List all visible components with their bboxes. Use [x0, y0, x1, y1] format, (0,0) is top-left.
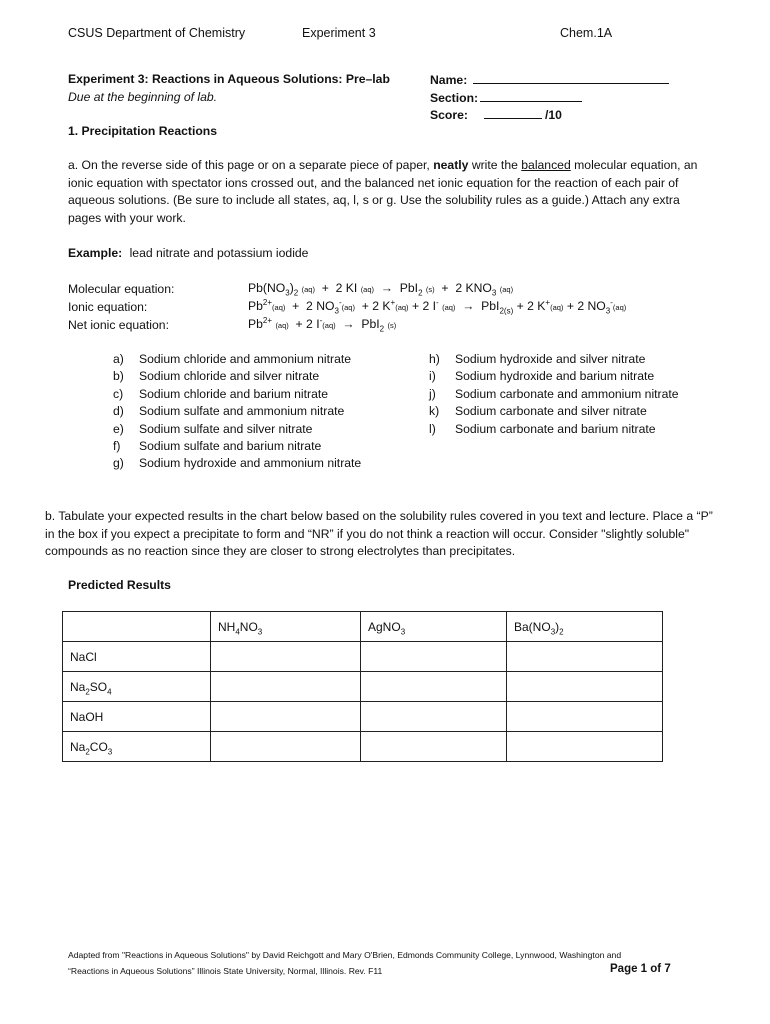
result-cell[interactable] — [507, 702, 663, 732]
page-title: Experiment 3: Reactions in Aqueous Solutions: Pre–lab — [68, 72, 390, 86]
score-total: /10 — [544, 108, 562, 122]
name-field — [430, 72, 669, 87]
column-header-nh4no3: $NH_4NO_3$ — [211, 612, 361, 642]
list-item-text: Sodium hydroxide and barium nitrate — [455, 369, 655, 384]
example-text: lead nitrate and potassium iodide — [129, 246, 309, 260]
result-cell[interactable] — [361, 672, 507, 702]
section-heading: 1. Precipitation Reactions — [68, 124, 217, 138]
example-label: Example: — [68, 246, 123, 260]
table-header-row — [63, 612, 663, 642]
list-item-text: Sodium chloride and ammonium nitrate — [139, 352, 352, 366]
list-item — [113, 368, 373, 385]
section-field — [430, 90, 582, 105]
header-corner-cell — [63, 612, 211, 642]
table-row — [63, 672, 663, 702]
instructions-a-bold: neatly — [433, 158, 469, 172]
result-cell[interactable] — [211, 642, 361, 672]
name-label: Name: — [430, 73, 468, 87]
score-blank[interactable] — [484, 107, 542, 119]
list-item — [113, 403, 373, 420]
score-field — [430, 107, 562, 122]
header-department: CSUS Department of Chemistry — [68, 26, 246, 40]
list-item-text: Sodium carbonate and ammonium nitrate — [455, 386, 679, 401]
list-item-letter: b) — [113, 369, 124, 384]
row-header-na2co3: $Na_2CO_3$ — [63, 732, 211, 762]
list-item-letter: e) — [113, 421, 124, 436]
example-line — [68, 246, 308, 260]
list-item — [113, 438, 373, 455]
list-item — [429, 351, 689, 368]
list-item — [429, 368, 689, 385]
list-item-letter: g) — [113, 456, 124, 471]
list-item — [429, 421, 689, 438]
column-header-agno3: AgNO$_3$ — [361, 612, 507, 642]
list-item — [429, 386, 689, 403]
section-blank[interactable] — [480, 90, 582, 102]
list-item-letter: i) — [429, 369, 436, 384]
list-item — [113, 455, 373, 472]
due-note: Due at the beginning of lab. — [68, 90, 218, 104]
column-header-bano32: $Ba(NO_3)_2$ — [507, 612, 663, 642]
instructions-a-rest: molecular equation, an ionic equation with spectator ions crossed out, and the balanced net ionic equation for the reaction of each pair of aqueous solutions. (Be sure to include all states, aq, l, s or g. Use the solubility rules as a guide.) Attach any extra pages with your work. — [68, 158, 698, 225]
result-cell[interactable] — [211, 702, 361, 732]
result-cell[interactable] — [361, 702, 507, 732]
instructions-a-lead: a. On the reverse side of this page or on a separate piece of paper, — [68, 158, 430, 172]
list-item-letter: j) — [429, 386, 436, 401]
list-item-text: Sodium chloride and silver nitrate — [139, 369, 320, 384]
list-item-letter: c) — [113, 386, 124, 401]
instructions-a — [68, 157, 713, 227]
molecular-label: Molecular equation: — [68, 282, 175, 296]
result-cell[interactable] — [211, 672, 361, 702]
table-row — [63, 642, 663, 672]
ionic-label: Ionic equation: — [68, 300, 148, 314]
list-item — [429, 403, 689, 420]
score-label: Score: — [430, 108, 468, 122]
list-item-letter: a) — [113, 352, 124, 366]
predicted-results-table — [62, 611, 663, 762]
ionic-equation: $Pb^{2+}(aq) + 2$ $NO_3^-(aq) + 2$ K+(aq) + 2 I- (aq) → PbI$_{2(s)}$ + 2 K+(aq) + 2 $NO_3^-(aq)$ — [248, 297, 627, 316]
instructions-a-underline: balanced — [521, 158, 571, 172]
footer-citation-1: Adapted from "Reactions in Aqueous Solutions" by David Reichgott and Mary O'Brien, Edmonds Community College, Lynnwood, Washington and — [68, 950, 622, 960]
table-row — [63, 702, 663, 732]
table-title: Predicted Results — [68, 578, 171, 592]
list-item-letter: d) — [113, 404, 124, 419]
list-item-letter: h) — [429, 352, 440, 366]
footer-citation-2: “Reactions in Aqueous Solutions” Illinois State University, Normal, Illinois. Rev. F11 — [68, 966, 383, 976]
result-cell[interactable] — [361, 642, 507, 672]
list-item — [113, 421, 373, 438]
list-item-text: Sodium sulfate and ammonium nitrate — [139, 404, 345, 419]
reaction-pairs-right — [429, 351, 689, 438]
page-number: Page 1 of 7 — [610, 963, 671, 975]
list-item-letter: k) — [429, 404, 440, 419]
reaction-pairs-left — [113, 351, 373, 473]
result-cell[interactable] — [211, 732, 361, 762]
list-item-text: Sodium hydroxide and ammonium nitrate — [139, 456, 362, 471]
result-cell[interactable] — [507, 732, 663, 762]
header-course: Chem.1A — [560, 26, 613, 40]
list-item-letter: f) — [113, 439, 121, 454]
name-blank[interactable] — [473, 72, 669, 84]
net-ionic-equation: $Pb^{2+}$ (aq) + 2 I-(aq) → PbI$_2$ (s) — [248, 315, 397, 334]
row-header-naoh: NaOH — [63, 702, 211, 732]
row-header-na2so4: $Na_2SO_4$ — [63, 672, 211, 702]
table-row — [63, 732, 663, 762]
instructions-a-mid: write the — [471, 158, 518, 172]
instructions-b: b. Tabulate your expected results in the chart below based on the solubility rules covered in you text and lecture. Place a “P” in the box if you expect a precipitate to form and “NR” if you do not think a reaction will occur. Consider "slightly soluble" compounds as no reaction since they are closer to strong electrolytes than precipitates. — [45, 509, 713, 558]
row-header-nacl: NaCl — [63, 642, 211, 672]
result-cell[interactable] — [361, 732, 507, 762]
list-item-text: Sodium carbonate and silver nitrate — [455, 404, 647, 419]
list-item-text: Sodium hydroxide and silver nitrate — [455, 352, 646, 366]
list-item — [113, 351, 373, 368]
list-item-text: Sodium sulfate and silver nitrate — [139, 421, 313, 436]
header-experiment: Experiment 3 — [302, 26, 376, 40]
list-item-text: Sodium sulfate and barium nitrate — [139, 439, 322, 454]
list-item — [113, 386, 373, 403]
list-item-letter: l) — [429, 421, 436, 436]
list-item-text: Sodium chloride and barium nitrate — [139, 386, 329, 401]
section-label: Section: — [430, 91, 479, 105]
molecular-equation: $Pb(NO_3)_2$ (aq) + 2 KI (aq) → PbI$_2$ (s) + 2 $KNO_3$ (aq) — [248, 281, 514, 298]
net-ionic-label: Net ionic equation: — [68, 318, 169, 332]
list-item-text: Sodium carbonate and barium nitrate — [455, 421, 656, 436]
result-cell[interactable] — [507, 672, 663, 702]
result-cell[interactable] — [507, 642, 663, 672]
